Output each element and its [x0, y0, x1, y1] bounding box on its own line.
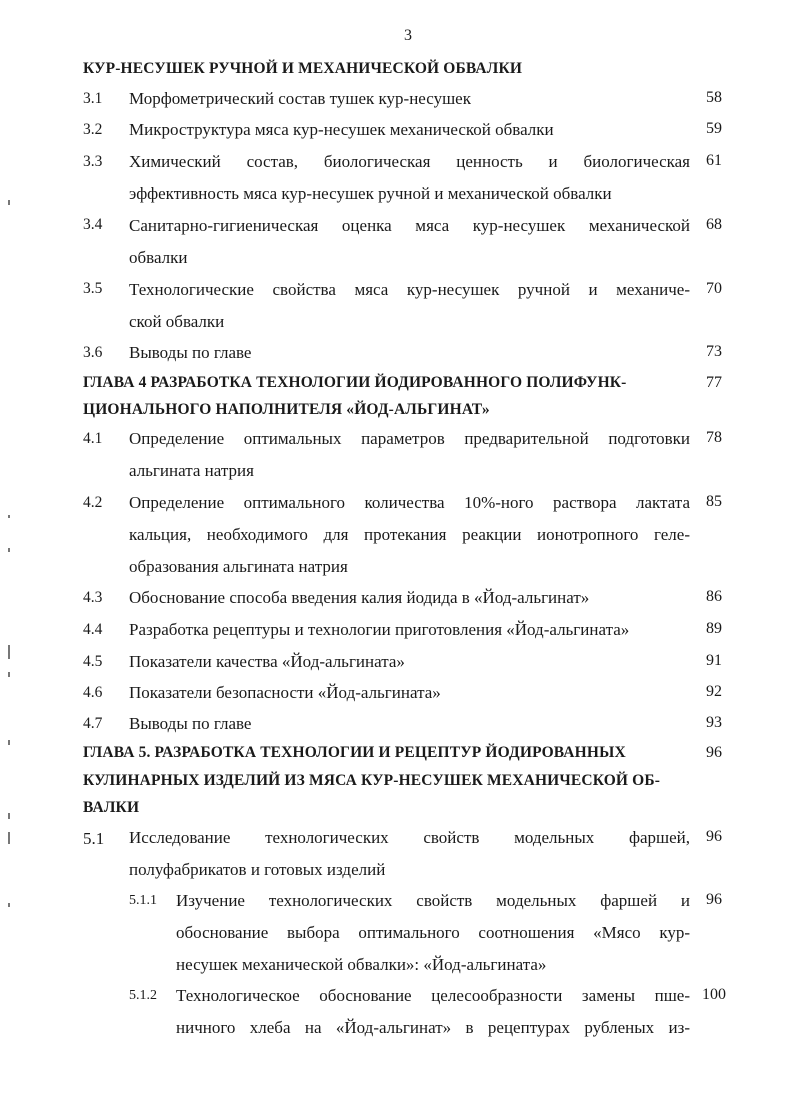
scan-speck	[8, 548, 10, 552]
chapter5-heading: ВАЛКИ	[83, 799, 140, 816]
chapter5-heading: КУЛИНАРНЫХ ИЗДЕЛИЙ ИЗ МЯСА КУР-НЕСУШЕК МЕХАНИЧЕСКОЙ ОБ-	[83, 772, 661, 789]
toc-entry-page: 93	[706, 714, 722, 731]
toc-entry-number: 3.1	[83, 90, 103, 107]
toc-entry-page: 61	[706, 152, 722, 169]
toc-entry-page: 85	[706, 493, 722, 510]
scan-speck	[8, 200, 10, 205]
toc-entry-text: полуфабрикатов и готовых изделий	[129, 860, 386, 879]
toc-entry-page: 68	[706, 216, 722, 233]
toc-entry-text: Исследование технологических свойств модельных фаршей,	[129, 828, 690, 847]
chapter4-heading: ГЛАВА 4 РАЗРАБОТКА ТЕХНОЛОГИИ ЙОДИРОВАННОГО ПОЛИФУНК-	[83, 374, 627, 391]
toc-entry-text: Санитарно-гигиеническая оценка мяса кур-несушек механической	[129, 216, 690, 235]
toc-entry-number: 4.7	[83, 715, 103, 732]
toc-entry-text: Изучение технологических свойств модельных фаршей и	[176, 891, 690, 910]
scan-speck	[8, 645, 10, 659]
toc-entry-number: 4.3	[83, 589, 103, 606]
toc-entry-text: Показатели безопасности «Йод-альгината»	[129, 683, 441, 702]
toc-entry-number: 4.2	[83, 494, 103, 511]
toc-entry-page: 100	[702, 986, 726, 1003]
toc-entry-text: Технологическое обоснование целесообразности замены пше-	[176, 986, 690, 1005]
toc-entry-number: 5.1	[83, 829, 105, 848]
toc-entry-text: Выводы по главе	[129, 343, 252, 362]
toc-entry-number: 3.5	[83, 280, 103, 297]
toc-entry-number: 5.1.1	[129, 893, 157, 908]
scan-speck	[8, 903, 10, 907]
toc-entry-number: 3.2	[83, 121, 103, 138]
toc-entry-text: Определение оптимального количества 10%-ного раствора лактата	[129, 493, 690, 512]
toc-entry-page: 91	[706, 652, 722, 669]
chapter4-heading: ЦИОНАЛЬНОГО НАПОЛНИТЕЛЯ «ЙОД-АЛЬГИНАТ»	[83, 401, 490, 418]
toc-entry-number: 3.3	[83, 153, 103, 170]
scan-speck	[8, 515, 10, 518]
toc-entry-text: Технологические свойства мяса кур-несушек ручной и механиче-	[129, 280, 690, 299]
chapter4-page: 77	[706, 374, 722, 391]
toc-entry-text: Разработка рецептуры и технологии приготовления «Йод-альгината»	[129, 620, 630, 639]
toc-entry-page: 96	[706, 828, 722, 845]
scan-speck	[8, 813, 10, 819]
toc-entry-page: 86	[706, 588, 722, 605]
toc-entry-text: Обоснование способа введения калия йодида в «Йод-альгинат»	[129, 588, 590, 607]
toc-entry-text: альгината натрия	[129, 461, 254, 480]
chapter3-heading: КУР-НЕСУШЕК РУЧНОЙ И МЕХАНИЧЕСКОЙ ОБВАЛКИ	[83, 60, 523, 77]
toc-entry-text: ничного хлеба на «Йод-альгинат» в рецептурах рубленых из-	[176, 1018, 690, 1037]
toc-entry-text: ской обвалки	[129, 312, 225, 331]
toc-entry-number: 4.1	[83, 430, 103, 447]
toc-entry-number: 4.5	[83, 653, 103, 670]
toc-entry-page: 58	[706, 89, 722, 106]
toc-entry-text: Определение оптимальных параметров предварительной подготовки	[129, 429, 690, 448]
toc-entry-page: 92	[706, 683, 722, 700]
toc-entry-number: 5.1.2	[129, 988, 157, 1003]
toc-entry-text: обоснование выбора оптимального соотношения «Мясо кур-	[176, 923, 690, 942]
toc-entry-text: несушек механической обвалки»: «Йод-альгината»	[176, 955, 547, 974]
toc-entry-text: обвалки	[129, 248, 188, 267]
scan-speck	[8, 672, 10, 677]
toc-entry-number: 4.4	[83, 621, 103, 638]
toc-entry-page: 73	[706, 343, 722, 360]
toc-entry-text: эффективность мяса кур-несушек ручной и механической обвалки	[129, 184, 612, 203]
scan-speck	[8, 740, 10, 745]
toc-entry-text: Показатели качества «Йод-альгината»	[129, 652, 405, 671]
toc-entry-text: Химический состав, биологическая ценность и биологическая	[129, 152, 690, 171]
toc-entry-number: 3.6	[83, 344, 103, 361]
toc-entry-page: 70	[706, 280, 722, 297]
toc-entry-number: 3.4	[83, 216, 103, 233]
toc-entry-page: 78	[706, 429, 722, 446]
toc-entry-page: 59	[706, 120, 722, 137]
toc-entry-page: 96	[706, 891, 722, 908]
toc-entry-text: Выводы по главе	[129, 714, 252, 733]
chapter5-heading: ГЛАВА 5. РАЗРАБОТКА ТЕХНОЛОГИИ И РЕЦЕПТУР ЙОДИРОВАННЫХ	[83, 744, 626, 761]
toc-entry-text: образования альгината натрия	[129, 557, 348, 576]
scan-speck	[8, 832, 10, 844]
toc-entry-text: Микроструктура мяса кур-несушек механической обвалки	[129, 120, 554, 139]
toc-entry-text: Морфометрический состав тушек кур-несушек	[129, 89, 471, 108]
toc-entry-page: 89	[706, 620, 722, 637]
toc-entry-text: кальция, необходимого для протекания реакции ионотропного геле-	[129, 525, 690, 544]
toc-entry-number: 4.6	[83, 684, 103, 701]
page-number: 3	[404, 27, 412, 44]
chapter5-page: 96	[706, 744, 722, 761]
